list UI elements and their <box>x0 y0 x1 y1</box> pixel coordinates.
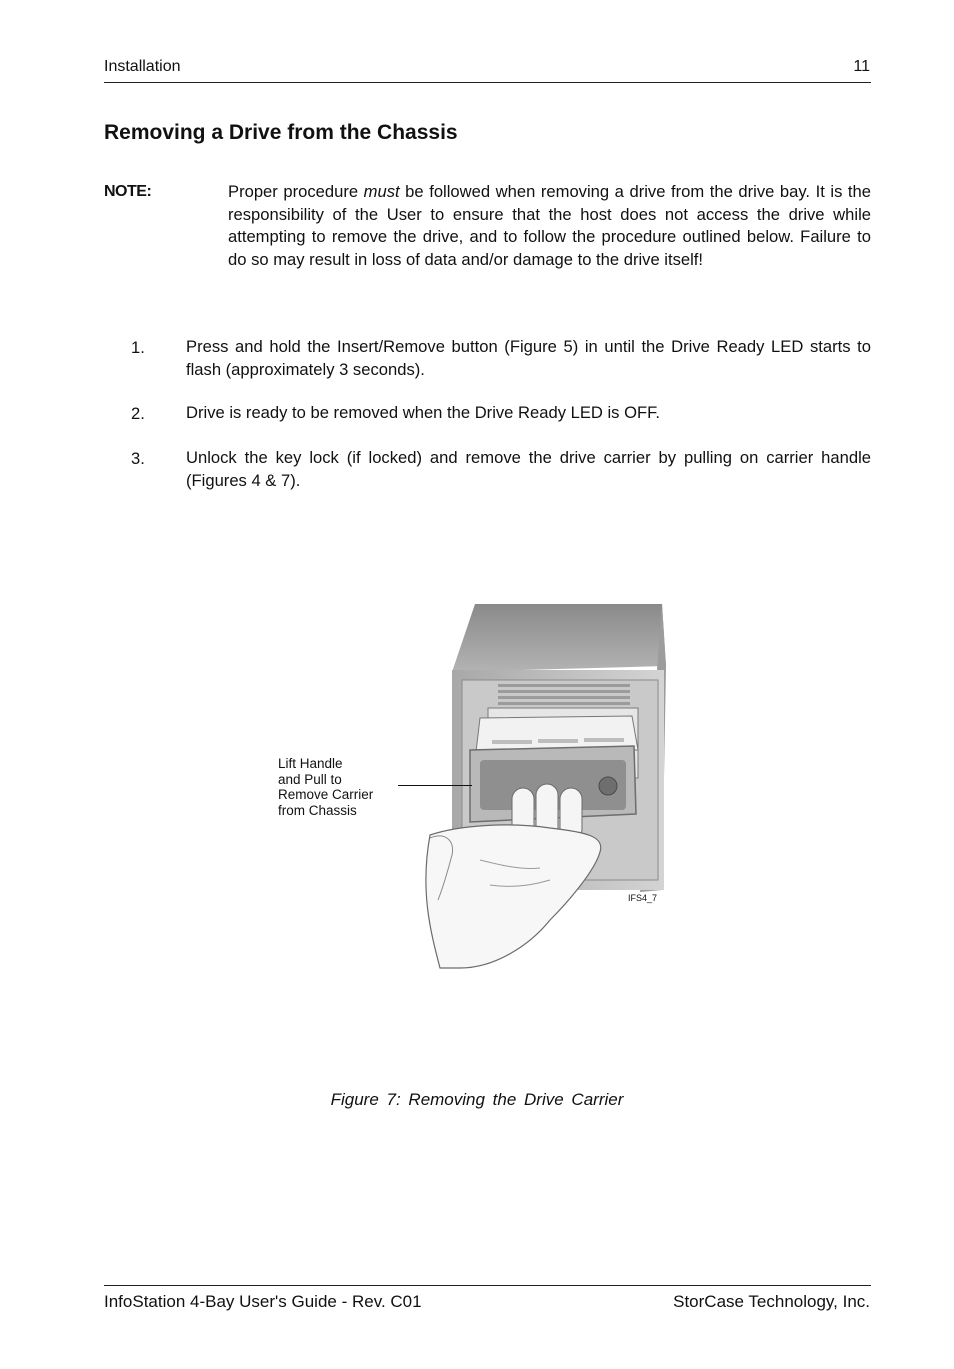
section-title: Removing a Drive from the Chassis <box>104 121 458 144</box>
callout-line: from Chassis <box>278 802 357 818</box>
callout-line: Lift Handle <box>278 756 343 771</box>
step-text: Unlock the key lock (if locked) and remove the drive carrier by pulling on carrier handle (Figures 4 & 7). <box>186 448 871 490</box>
figure-callout <box>278 756 373 818</box>
callout-leader-line <box>398 785 472 786</box>
callout-line: Remove Carrier <box>278 787 374 802</box>
running-header-section: Installation <box>104 58 181 75</box>
figure-caption: Figure 7: Removing the Drive Carrier <box>330 1090 624 1109</box>
step-number: 3. <box>131 449 145 468</box>
header-rule <box>104 82 871 83</box>
step-number: 2. <box>131 404 145 423</box>
step-number: 1. <box>131 338 145 357</box>
note-label: NOTE: <box>104 183 152 200</box>
page-number: 11 <box>853 58 870 75</box>
note-body <box>228 181 871 271</box>
footer-rule <box>104 1285 871 1286</box>
note-text-after: be followed when removing a drive from the drive bay. It is the responsibility of the User to ensure that the host does not access the drive while attempting to remove the drive, and to follow the procedure outlined below. Failure to do so may result in loss of data and/or damage to the drive itself! <box>228 182 871 269</box>
footer-document-title: InfoStation 4-Bay User's Guide - Rev. C01 <box>104 1292 422 1311</box>
callout-line: and Pull to <box>278 771 342 787</box>
step-text: Drive is ready to be removed when the Drive Ready LED is OFF. <box>186 403 661 422</box>
step-text: Press and hold the Insert/Remove button (Figure 5) in until the Drive Ready LED starts to flash (approximately 3 seconds). <box>186 337 871 379</box>
note-emphasis: must <box>363 182 400 201</box>
note-text-before: Proper procedure <box>228 182 364 201</box>
image-code: IFS4_7 <box>628 893 658 903</box>
footer-company: StorCase Technology, Inc. <box>673 1292 870 1311</box>
